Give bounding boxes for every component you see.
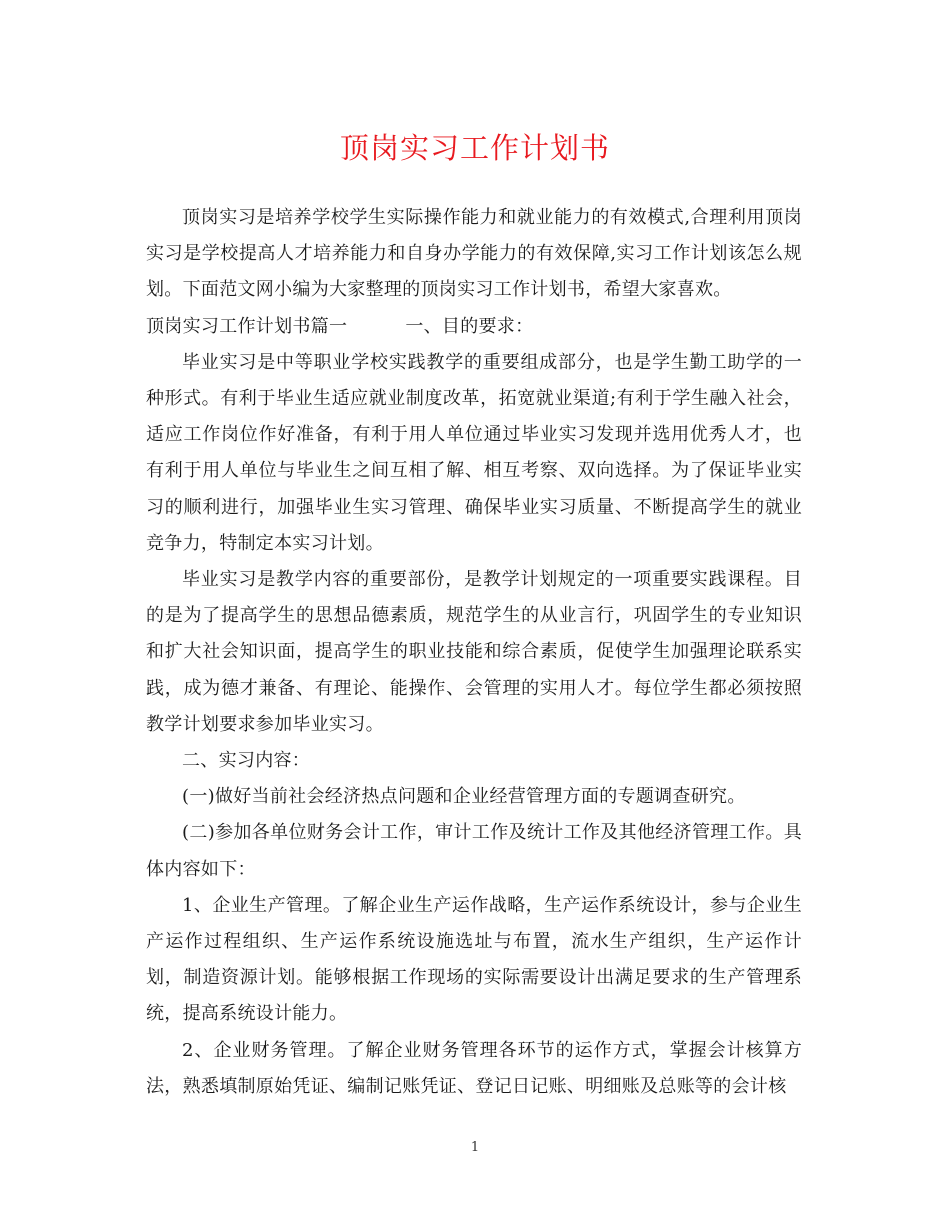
page-number: 1 [470,1140,480,1155]
paragraph-2: 毕业实习是教学内容的重要部份，是教学计划规定的一项重要实践课程。目的是为了提高学生的思想品德素质，规范学生的从业言行，巩固学生的专业知识和扩大社会知识面，提高学生的职业技能和综合素质，促使学生加强理论联系实践，成为德才兼备、有理论、能操作、会管理的实用人才。每位学生都必须按照教学计划要求参加毕业实习。 [146,569,802,735]
part-heading-line [146,309,802,345]
section-1-heading: 一、目的要求： [405,315,534,337]
paragraph-1: 毕业实习是中等职业学校实践教学的重要组成部分，也是学生勤工助学的一种形式。有利于毕业生适应就业制度改革，拓宽就业渠道;有利于学生融入社会，适应工作岗位作好准备，有利于用人单位通过毕业实习发现并选用优秀人才，也有利于用人单位与毕业生之间互相了解、相互考察、双向选择。为了保证毕业实习的顺利进行，加强毕业生实习管理、确保毕业实习质量、不断提高学生的就业竞争力，特制定本实习计划。 [146,351,802,554]
intro-paragraph: 顶岗实习是培养学校学生实际操作能力和就业能力的有效模式,合理利用顶岗实习是学校提高人才培养能力和自身办学能力的有效保障,实习工作计划该怎么规划。下面范文网小编为大家整理的顶岗实习工作计划书，希望大家喜欢。 [146,207,802,301]
detail-item-2: 2、企业财务管理。了解企业财务管理各环节的运作方式，掌握会计核算方法，熟悉填制原始凭证、编制记账凭证、登记日记账、明细账及总账等的会计核 [146,1039,802,1097]
document-body [146,200,802,1105]
detail-item-1: 1、企业生产管理。了解企业生产运作战略，生产运作系统设计，参与企业生产运作过程组织、生产运作系统设施选址与布置，流水生产组织，生产运作计划，制造资源计划。能够根据工作现场的实际需要设计出满足要求的生产管理系统，提高系统设计能力。 [146,894,802,1025]
content-item-1: (一)做好当前社会经济热点问题和企业经营管理方面的专题调查研究。 [182,786,746,808]
document-title: 顶岗实习工作计划书 [339,131,610,165]
section-2-heading: 二、实习内容： [182,750,311,772]
part-heading: 顶岗实习工作计划书篇一 [146,315,348,337]
content-item-2: (二)参加各单位财务会计工作，审计工作及统计工作及其他经济管理工作。具体内容如下： [146,822,802,880]
